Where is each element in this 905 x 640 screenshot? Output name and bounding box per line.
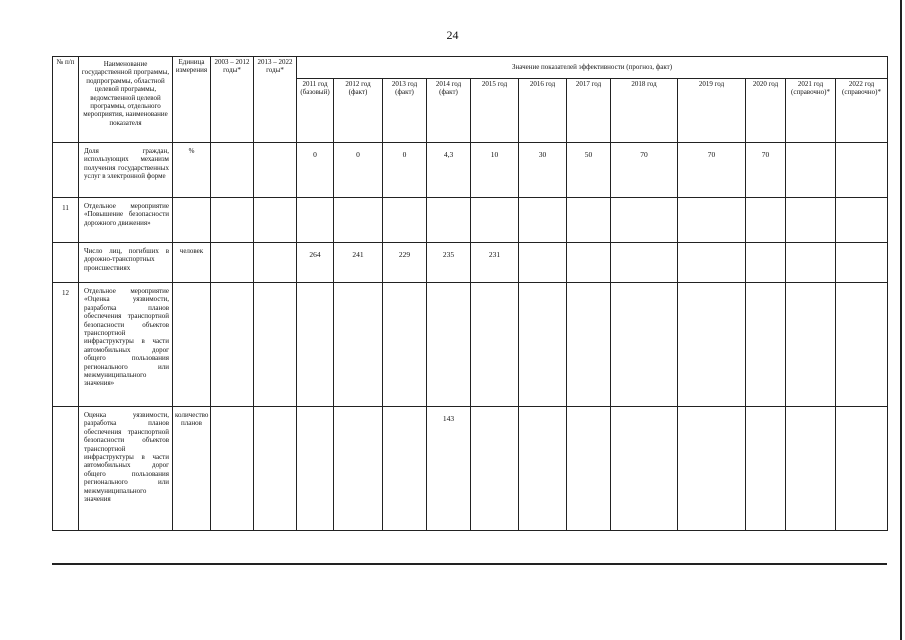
period-cell-2003-2012	[211, 143, 254, 198]
table-bottom-rule	[52, 563, 887, 565]
table-row	[53, 143, 888, 198]
value-cell	[678, 243, 746, 283]
row-number: 12	[53, 283, 79, 407]
value-cell	[611, 283, 678, 407]
page-number: 24	[446, 28, 459, 42]
header-year: 2019 год	[678, 79, 746, 143]
header-year: 2015 год	[471, 79, 519, 143]
value-cell	[746, 198, 786, 243]
value-cell	[786, 407, 836, 531]
value-cell	[746, 283, 786, 407]
row-number	[53, 243, 79, 283]
value-cell: 231	[471, 243, 519, 283]
period-cell-2013-2022	[254, 198, 297, 243]
value-cell	[383, 407, 427, 531]
period-cell-2013-2022	[254, 283, 297, 407]
indicators-table	[52, 56, 888, 531]
value-cell	[334, 283, 383, 407]
value-cell: 0	[334, 143, 383, 198]
value-cell	[836, 243, 888, 283]
value-cell: 70	[611, 143, 678, 198]
value-cell	[567, 243, 611, 283]
value-cell	[611, 243, 678, 283]
indicator-name: Доля граждан, использующих механизм получения государственных услуг в электронной форме	[79, 143, 173, 198]
value-cell: 0	[297, 143, 334, 198]
value-cell	[836, 407, 888, 531]
value-cell	[611, 407, 678, 531]
value-cell	[383, 283, 427, 407]
value-cell	[786, 283, 836, 407]
value-cell	[519, 407, 567, 531]
header-year: 2022 год (справочно)*	[836, 79, 888, 143]
value-cell	[383, 198, 427, 243]
value-cell	[836, 143, 888, 198]
period-cell-2013-2022	[254, 143, 297, 198]
value-cell	[297, 407, 334, 531]
table-row	[53, 198, 888, 243]
value-cell: 143	[427, 407, 471, 531]
indicator-name: Число лиц, погибших в дорожно-транспортных происшествиях	[79, 243, 173, 283]
value-cell	[427, 283, 471, 407]
header-year: 2018 год	[611, 79, 678, 143]
value-cell	[836, 283, 888, 407]
value-cell: 241	[334, 243, 383, 283]
unit-cell: человек	[173, 243, 211, 283]
value-cell	[611, 198, 678, 243]
value-cell: 10	[471, 143, 519, 198]
unit-cell	[173, 283, 211, 407]
row-number: 11	[53, 198, 79, 243]
value-cell	[334, 198, 383, 243]
header-2003-2012: 2003 – 2012 годы*	[211, 57, 254, 143]
value-cell: 229	[383, 243, 427, 283]
value-cell	[678, 198, 746, 243]
header-num: № п/п	[53, 57, 79, 143]
value-cell	[471, 283, 519, 407]
value-cell	[567, 198, 611, 243]
value-cell: 264	[297, 243, 334, 283]
value-cell: 70	[678, 143, 746, 198]
header-unit: Единица измерения	[173, 57, 211, 143]
row-number	[53, 143, 79, 198]
period-cell-2003-2012	[211, 407, 254, 531]
header-name: Наименование государственной программы, подпрограммы, областной целевой программы, ведомственной целевой программы, отдельного мероприятия, наименование показателя	[79, 57, 173, 143]
header-year: 2014 год (факт)	[427, 79, 471, 143]
period-cell-2013-2022	[254, 243, 297, 283]
indicator-name: Отдельное мероприятие «Повышение безопасности дорожного движения»	[79, 198, 173, 243]
value-cell	[567, 283, 611, 407]
value-cell	[678, 407, 746, 531]
value-cell: 235	[427, 243, 471, 283]
header-year: 2020 год	[746, 79, 786, 143]
value-cell: 50	[567, 143, 611, 198]
value-cell	[786, 243, 836, 283]
row-number	[53, 407, 79, 531]
header-year: 2012 год (факт)	[334, 79, 383, 143]
value-cell	[297, 198, 334, 243]
page-edge-rule	[900, 0, 902, 640]
value-cell	[746, 407, 786, 531]
indicator-name: Отдельное мероприятие «Оценка уязвимости, разработка планов обеспечения транспортной безопасности объектов транспортной инфраструктуры в части автомобильных дорог общего пользования регионального или межмуниципального значения»	[79, 283, 173, 407]
header-year: 2011 год (базовый)	[297, 79, 334, 143]
value-cell: 30	[519, 143, 567, 198]
value-cell	[746, 243, 786, 283]
unit-cell: количество планов	[173, 407, 211, 531]
value-cell	[471, 407, 519, 531]
value-cell	[427, 198, 471, 243]
value-cell	[297, 283, 334, 407]
header-year: 2017 год	[567, 79, 611, 143]
value-cell	[519, 243, 567, 283]
value-cell	[519, 198, 567, 243]
period-cell-2003-2012	[211, 198, 254, 243]
value-cell	[786, 198, 836, 243]
value-cell	[836, 198, 888, 243]
period-cell-2003-2012	[211, 243, 254, 283]
unit-cell	[173, 198, 211, 243]
period-cell-2013-2022	[254, 407, 297, 531]
value-cell	[334, 407, 383, 531]
table-row	[53, 283, 888, 407]
value-cell	[678, 283, 746, 407]
header-year: 2021 год (справочно)*	[786, 79, 836, 143]
indicator-name: Оценка уязвимости, разработка планов обеспечения транспортной безопасности объектов транспортной инфраструктуры в части автомобильных дорог общего пользования регионального или межмуниципального значения	[79, 407, 173, 531]
unit-cell: %	[173, 143, 211, 198]
period-cell-2003-2012	[211, 283, 254, 407]
header-year: 2016 год	[519, 79, 567, 143]
header-year: 2013 год (факт)	[383, 79, 427, 143]
table-row	[53, 407, 888, 531]
header-2013-2022: 2013 – 2022 годы*	[254, 57, 297, 143]
table-row	[53, 243, 888, 283]
value-cell: 0	[383, 143, 427, 198]
value-cell	[519, 283, 567, 407]
value-cell	[567, 407, 611, 531]
value-cell	[786, 143, 836, 198]
value-cell	[471, 198, 519, 243]
value-cell: 4,3	[427, 143, 471, 198]
value-cell: 70	[746, 143, 786, 198]
header-group: Значение показателей эффективности (прогноз, факт)	[297, 57, 888, 79]
